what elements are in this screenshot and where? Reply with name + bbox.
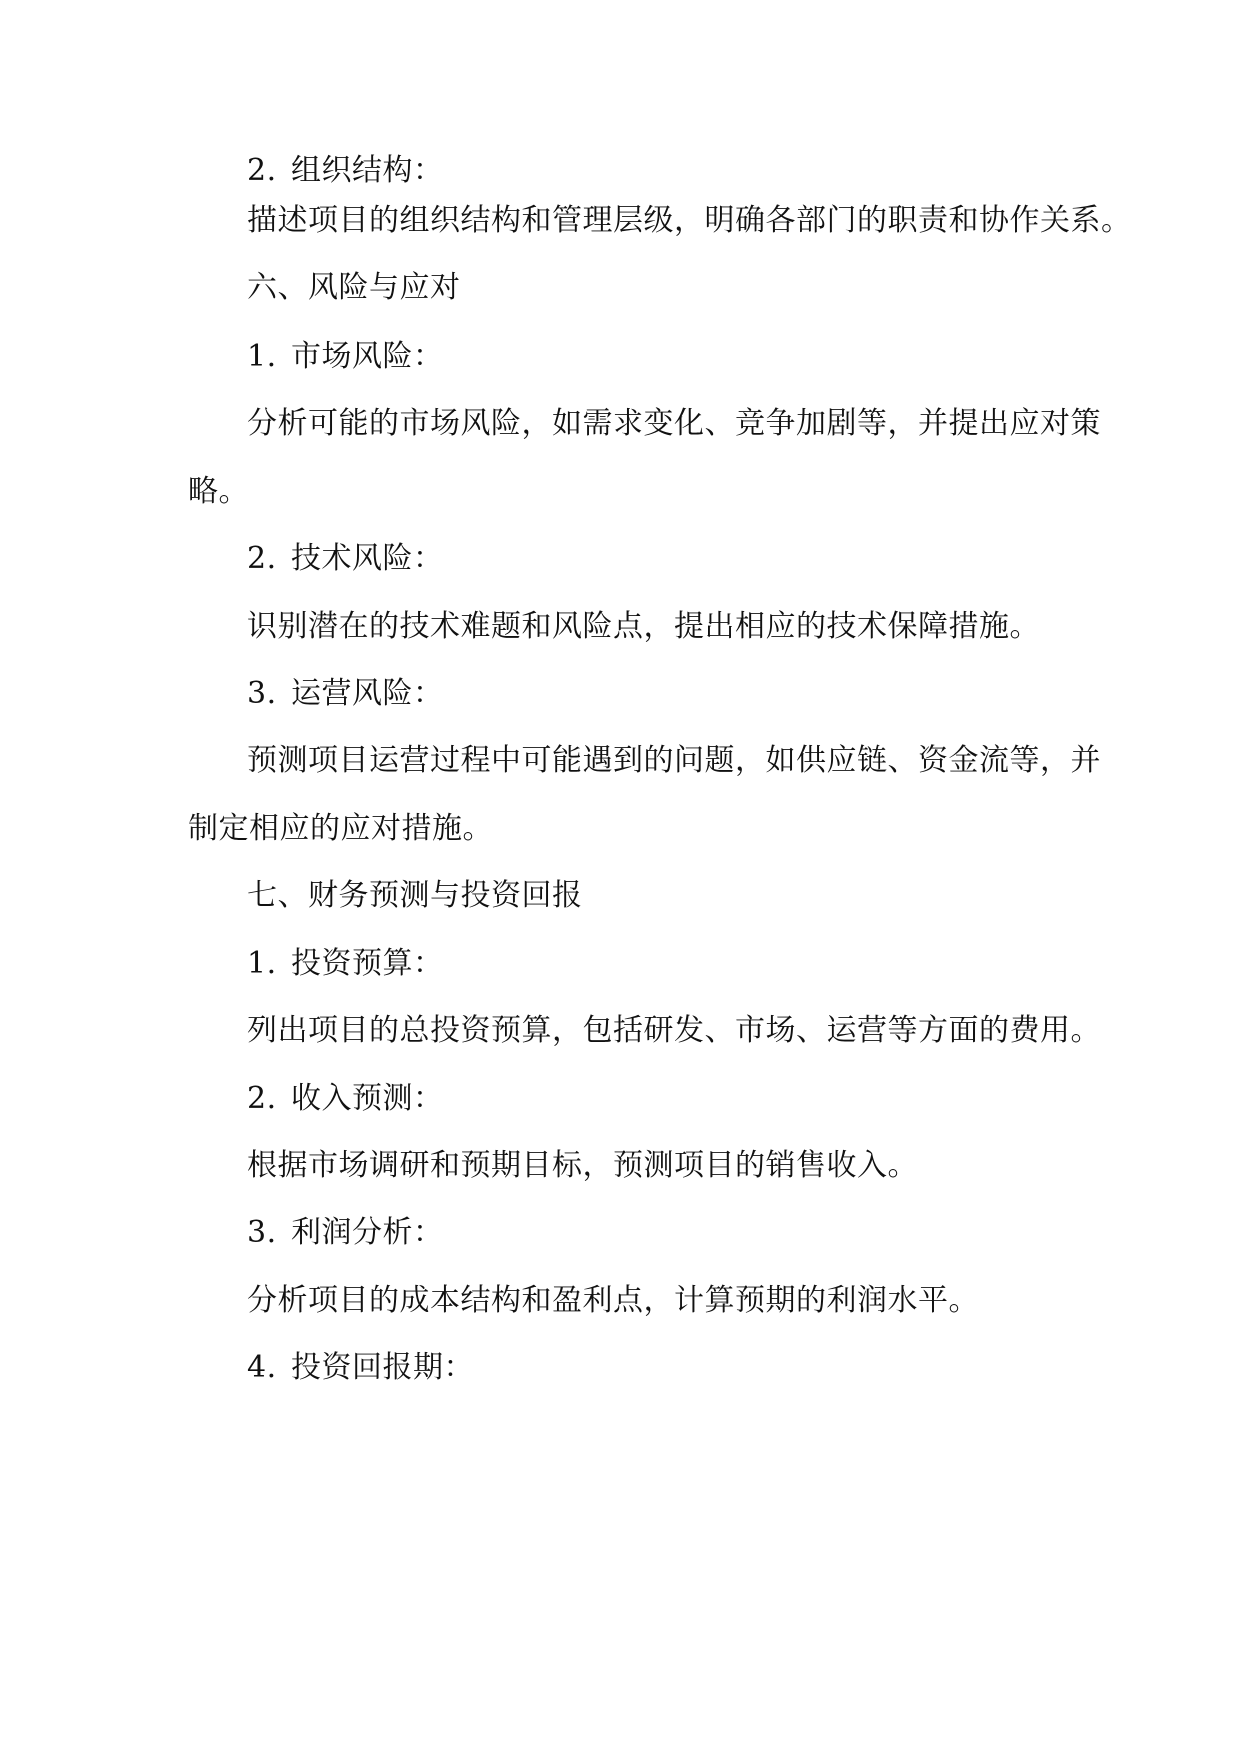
subheading-text: 收入预测： [291, 1081, 444, 1116]
list-number: 2. [247, 1081, 277, 1116]
subheading-organization-structure [247, 153, 444, 189]
paragraph-profit-analysis: 分析项目的成本结构和盈利点，计算预期的利润水平。 [247, 1283, 979, 1318]
section-heading-risks: 六、风险与应对 [247, 270, 461, 305]
paragraph-technical-risk: 识别潜在的技术难题和风险点，提出相应的技术保障措施。 [247, 609, 1040, 644]
paragraph-investment-budget: 列出项目的总投资预算，包括研发、市场、运营等方面的费用。 [247, 1013, 1101, 1048]
subheading-text: 利润分析： [291, 1215, 444, 1250]
paragraph-operational-risk-line-1: 预测项目运营过程中可能遇到的问题，如供应链、资金流等，并 [247, 743, 1101, 778]
subheading-text: 技术风险： [291, 541, 444, 576]
list-number: 1. [247, 946, 277, 981]
paragraph-operational-risk-line-2: 制定相应的应对措施。 [188, 811, 493, 846]
subheading-revenue-forecast [247, 1081, 444, 1117]
subheading-text: 投资预算： [291, 946, 444, 981]
list-number: 2. [247, 541, 277, 576]
paragraph-market-risk-line-1: 分析可能的市场风险，如需求变化、竞争加剧等，并提出应对策 [247, 406, 1101, 441]
subheading-market-risk [247, 339, 444, 375]
list-number: 4. [247, 1350, 277, 1385]
paragraph-revenue-forecast: 根据市场调研和预期目标，预测项目的销售收入。 [247, 1148, 918, 1183]
subheading-text: 市场风险： [291, 339, 444, 374]
list-number: 3. [247, 1215, 277, 1250]
subheading-text: 运营风险： [291, 676, 444, 711]
paragraph-organization-structure: 描述项目的组织结构和管理层级，明确各部门的职责和协作关系。 [247, 203, 1132, 238]
list-number: 1. [247, 339, 277, 374]
list-number: 2. [247, 153, 277, 188]
subheading-investment-budget [247, 946, 444, 982]
subheading-payback-period [247, 1350, 474, 1386]
subheading-profit-analysis [247, 1215, 444, 1251]
subheading-operational-risk [247, 676, 444, 712]
list-number: 3. [247, 676, 277, 711]
subheading-technical-risk [247, 541, 444, 577]
subheading-text: 组织结构： [291, 153, 444, 188]
subheading-text: 投资回报期： [291, 1350, 474, 1385]
section-heading-finance: 七、财务预测与投资回报 [247, 878, 583, 913]
paragraph-market-risk-line-2: 略。 [188, 474, 249, 509]
